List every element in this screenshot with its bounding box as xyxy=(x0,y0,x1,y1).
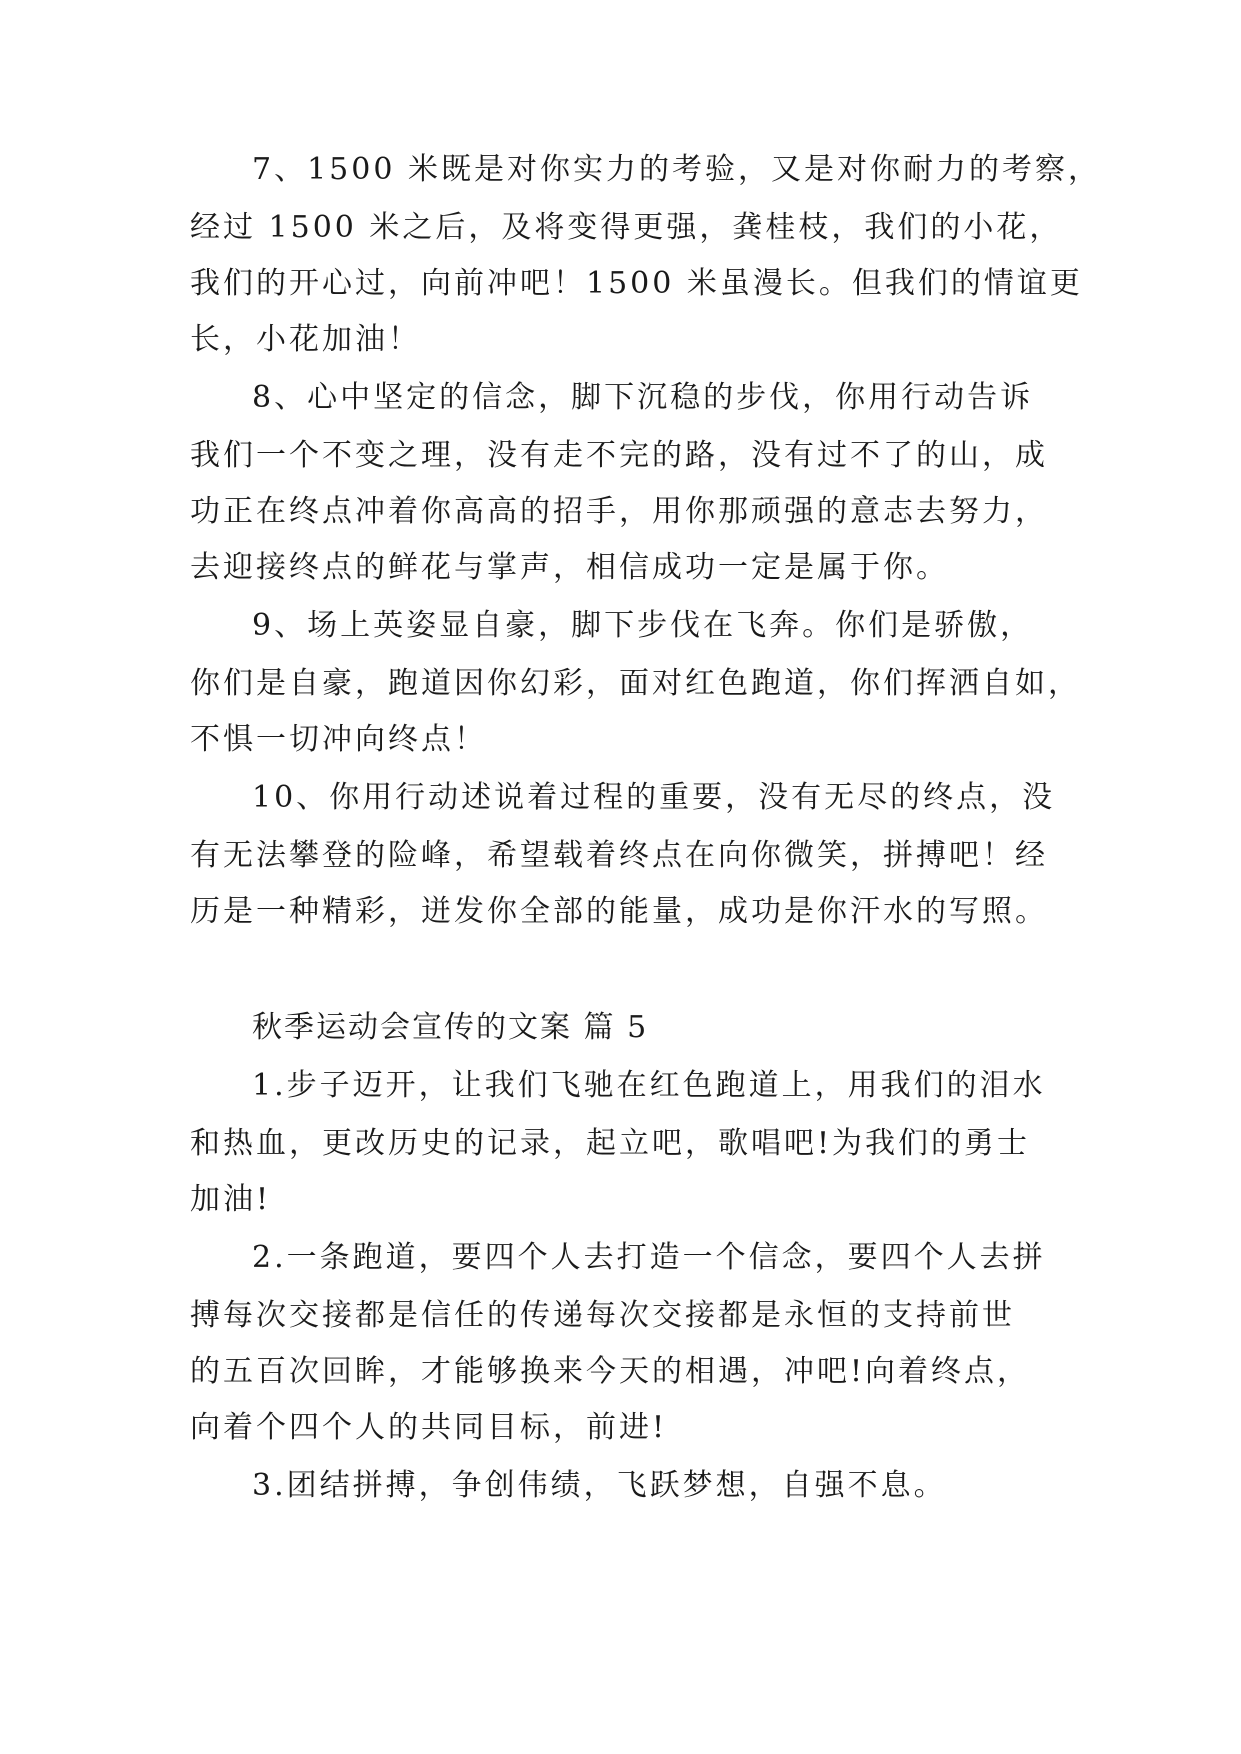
paragraph-line: 向着个四个人的共同目标，前进! xyxy=(190,1410,668,1445)
paragraph-line: 加油! xyxy=(190,1182,272,1217)
paragraph-line: 搏每次交接都是信任的传递每次交接都是永恒的支持前世 xyxy=(190,1298,1015,1333)
paragraph-line: 功正在终点冲着你高高的招手，用你那顽强的意志去努力， xyxy=(190,494,1048,529)
paragraph-line: 7、1500 米既是对你实力的考验，又是对你耐力的考察， xyxy=(252,152,1101,187)
paragraph-line: 我们的开心过，向前冲吧！1500 米虽漫长。但我们的情谊更 xyxy=(190,266,1083,301)
paragraph-line: 1.步子迈开，让我们飞驰在红色跑道上，用我们的泪水 xyxy=(252,1068,1046,1103)
paragraph-line: 经过 1500 米之后，及将变得更强，龚桂枝，我们的小花， xyxy=(190,210,1063,245)
paragraph-line: 有无法攀登的险峰，希望载着终点在向你微笑，拼搏吧！经 xyxy=(190,838,1048,873)
paragraph-line: 8、心中坚定的信念，脚下沉稳的步伐，你用行动告诉 xyxy=(252,380,1034,415)
paragraph-line: 你们是自豪，跑道因你幻彩，面对红色跑道，你们挥洒自如， xyxy=(190,666,1081,701)
paragraph-line: 长，小花加油！ xyxy=(190,322,421,357)
paragraph-line: 3.团结拼搏，争创伟绩，飞跃梦想，自强不息。 xyxy=(252,1468,947,1503)
paragraph-line: 9、场上英姿显自豪，脚下步伐在飞奔。你们是骄傲， xyxy=(252,608,1034,643)
paragraph-line: 10、你用行动述说着过程的重要，没有无尽的终点，没 xyxy=(252,780,1056,815)
paragraph-line: 的五百次回眸，才能够换来今天的相遇，冲吧!向着终点， xyxy=(190,1354,1031,1389)
paragraph-line: 2.一条跑道，要四个人去打造一个信念，要四个人去拼 xyxy=(252,1240,1046,1275)
paragraph-line: 和热血，更改历史的记录，起立吧，歌唱吧!为我们的勇士 xyxy=(190,1126,1031,1161)
paragraph-line: 我们一个不变之理，没有走不完的路，没有过不了的山，成 xyxy=(190,438,1048,473)
paragraph-line: 去迎接终点的鲜花与掌声，相信成功一定是属于你。 xyxy=(190,550,949,585)
section-heading: 秋季运动会宣传的文案 篇 5 xyxy=(252,1010,649,1045)
paragraph-line: 历是一种精彩，迸发你全部的能量，成功是你汗水的写照。 xyxy=(190,894,1048,929)
paragraph-line: 不惧一切冲向终点！ xyxy=(190,722,487,757)
